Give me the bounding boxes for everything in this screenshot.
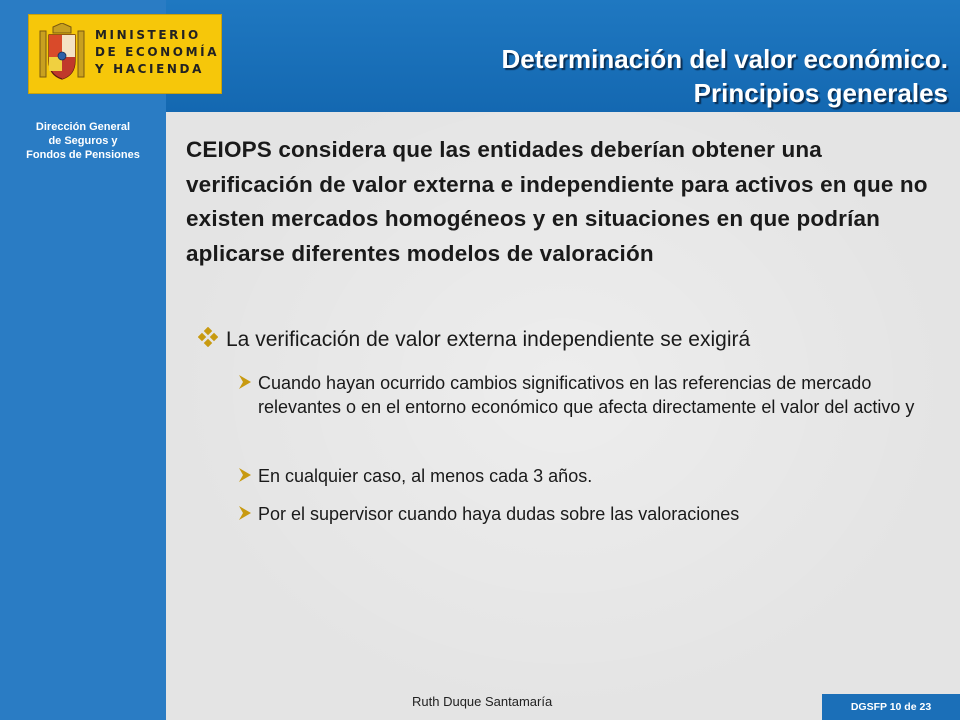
bullet-level-2-text: En cualquier caso, al menos cada 3 años. <box>258 466 593 486</box>
arrowhead-icon <box>238 373 252 391</box>
coat-of-arms-icon <box>39 23 85 85</box>
logo-line-3: Y HACIENDA <box>95 62 204 76</box>
ministry-logo <box>28 14 222 94</box>
slide-title <box>502 42 948 110</box>
page-number-badge: DGSFP 10 de 23 <box>822 694 960 720</box>
bullet-level-1-text: La verificación de valor externa independiente se exigirá <box>226 328 751 351</box>
arrowhead-icon <box>238 466 252 484</box>
title-line-1: Determinación del valor económico. <box>501 44 948 74</box>
footer-author: Ruth Duque Santamaría <box>412 694 553 709</box>
caption-line-2: de Seguros y <box>48 135 118 147</box>
arrowhead-icon <box>238 504 252 522</box>
bullet-level-2-text: Cuando hayan ocurrido cambios significativos en las referencias de mercado relevantes o en el entorno económico que afecta directamente el valor del activo y <box>258 373 915 417</box>
bullet-level-2-text: Por el supervisor cuando haya dudas sobre las valoraciones <box>258 504 740 524</box>
logo-line-1: MINISTERIO <box>95 28 201 42</box>
logo-line-2: DE ECONOMÍA <box>95 45 220 59</box>
directorate-caption <box>0 120 166 162</box>
caption-line-1: Dirección General <box>35 121 131 133</box>
sidebar <box>0 0 166 720</box>
caption-line-3: Fondos de Pensiones <box>26 149 140 161</box>
title-line-2: Principios generales <box>693 78 948 108</box>
lead-paragraph: CEIOPS considera que las entidades deberían obtener una verificación de valor externa e independiente para activos en que no existen mercados homogéneos y en situaciones en que podrían aplicarse diferentes modelos de valoración <box>186 137 928 266</box>
diamond-quad-icon <box>198 327 218 347</box>
